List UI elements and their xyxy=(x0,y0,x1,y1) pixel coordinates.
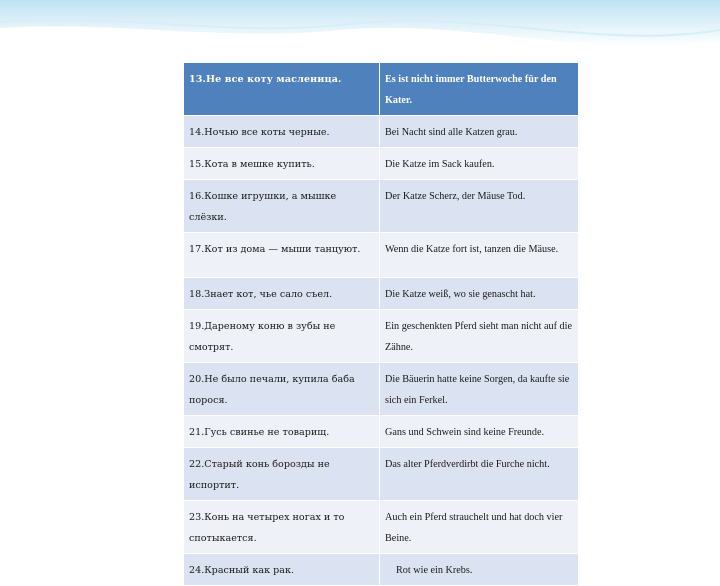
table-row xyxy=(184,448,579,501)
table-row xyxy=(184,363,579,416)
table-row xyxy=(184,233,579,278)
russian-proverb: 20.Не было печали, купила баба порося. xyxy=(184,363,380,416)
russian-proverb: 19.Дареному коню в зубы не смотрят. xyxy=(184,310,380,363)
russian-proverb: 22.Старый конь борозды не испортит. xyxy=(184,448,380,501)
table-row xyxy=(184,278,579,310)
table-row xyxy=(184,148,579,180)
russian-proverb: 16.Кошке игрушки, а мышке слёзки. xyxy=(184,180,380,233)
german-proverb: Die Bäuerin hatte keine Sorgen, da kaufte sie sich ein Ferkel. xyxy=(380,363,579,416)
russian-proverb: 18.Знает кот, чье сало съел. xyxy=(184,278,380,310)
russian-proverb: 14.Ночью все коты черные. xyxy=(184,116,380,148)
german-proverb: Rot wie ein Krebs. xyxy=(380,554,579,586)
german-proverb: Das alter Pferdverdirbt die Furche nicht. xyxy=(380,448,579,501)
german-proverb: Es ist nicht immer Butterwoche für den Kater. xyxy=(380,63,579,116)
russian-proverb: 24.Красный как рак. xyxy=(184,554,380,586)
russian-proverb: 17.Кот из дома — мыши танцуют. xyxy=(184,233,380,278)
german-proverb: Ein geschenkten Pferd sieht man nicht auf die Zähne. xyxy=(380,310,579,363)
proverbs-table xyxy=(183,62,579,586)
table-row xyxy=(184,310,579,363)
table-row xyxy=(184,554,579,586)
russian-proverb: 13.Не все коту масленица. xyxy=(184,63,380,116)
table-row xyxy=(184,63,579,116)
table-row xyxy=(184,501,579,554)
german-proverb: Wenn die Katze fort ist, tanzen die Mäuse. xyxy=(380,233,579,278)
russian-proverb: 15.Кота в мешке купить. xyxy=(184,148,380,180)
table-row xyxy=(184,116,579,148)
german-proverb: Gans und Schwein sind keine Freunde. xyxy=(380,416,579,448)
russian-proverb: 21.Гусь свинье не товарищ. xyxy=(184,416,380,448)
decorative-wave-header xyxy=(0,0,720,70)
proverbs-table-container xyxy=(183,62,578,586)
german-proverb: Der Katze Scherz, der Mäuse Tod. xyxy=(380,180,579,233)
german-proverb: Die Katze weiß, wo sie genascht hat. xyxy=(380,278,579,310)
german-proverb: Die Katze im Sack kaufen. xyxy=(380,148,579,180)
german-proverb: Auch ein Pferd strauchelt und hat doch vier Beine. xyxy=(380,501,579,554)
german-proverb: Bei Nacht sind alle Katzen grau. xyxy=(380,116,579,148)
russian-proverb: 23.Конь на четырех ногах и то спотыкается. xyxy=(184,501,380,554)
table-row xyxy=(184,416,579,448)
table-row xyxy=(184,180,579,233)
